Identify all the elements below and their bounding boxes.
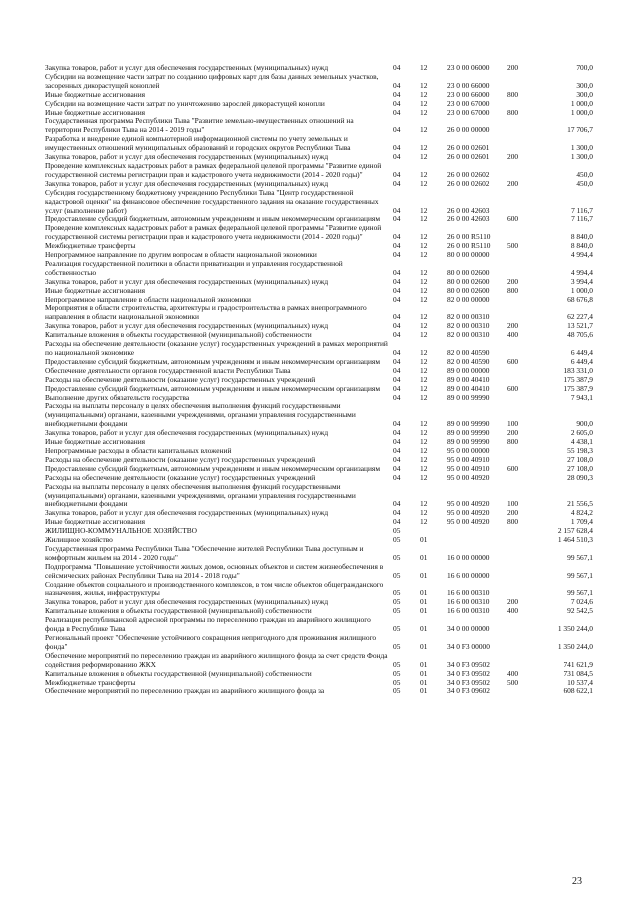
table-row [45,189,593,216]
row-amount: 4 994,4 [570,267,593,277]
row-amount: 731 084,5 [563,668,593,678]
row-target-article: 95 0 00 00000 [447,445,490,455]
row-section-code: 04 [393,294,401,304]
row-section-code: 04 [393,365,401,375]
row-subsection-code: 12 [420,508,428,518]
row-target-article: 80 0 00 02600 [447,276,490,286]
row-target-article: 80 0 00 02600 [447,285,490,295]
row-subsection-code: 12 [420,472,428,482]
row-target-article: 16 6 00 00310 [447,597,490,607]
row-target-article: 82 0 00 00310 [447,330,490,340]
row-section-code: 04 [393,169,401,179]
row-expense-type: 100 [507,499,519,509]
row-amount: 175 387,9 [563,383,593,393]
table-row [45,687,593,696]
row-target-article: 95 0 00 40920 [447,499,490,509]
row-expense-type: 500 [507,241,519,251]
table-row [45,563,593,581]
row-subsection-code: 12 [420,178,428,188]
row-subsection-code: 12 [420,499,428,509]
row-amount: 62 227,4 [567,312,593,322]
row-section-code: 05 [393,535,401,545]
row-section-code: 05 [393,659,401,669]
row-subsection-code: 12 [420,356,428,366]
row-section-code: 04 [393,107,401,117]
row-expense-type: 600 [507,356,519,366]
row-target-article: 16 6 00 00310 [447,606,490,616]
row-amount: 741 621,9 [563,659,593,669]
row-subsection-code: 12 [420,463,428,473]
row-target-article: 89 0 00 99990 [447,437,490,447]
table-row [45,73,593,91]
row-expense-type: 500 [507,677,519,687]
row-expense-type: 200 [507,597,519,607]
row-target-article: 34 0 F3 09502 [447,677,490,687]
row-section-code: 04 [393,392,401,402]
row-section-code: 04 [393,250,401,260]
row-target-article: 82 0 00 40590 [447,348,490,357]
row-name: Предоставление субсидий бюджетным, автономным учреждениям и иным некоммерческим организациям [45,383,381,393]
table-row [45,581,593,599]
row-amount: 8 840,0 [570,241,593,251]
row-target-article: 26 0 00 02602 [447,178,490,188]
row-expense-type: 600 [507,383,519,393]
row-section-code: 04 [393,419,401,429]
row-subsection-code: 12 [420,98,428,108]
row-name: Государственная программа Республики Тыва "Развитие земельно-имущественных отношений на территории Республики Тыва на 2014 - 2019 годы" [45,116,354,135]
row-name: Разработка и внедрение единой компьютерной информационной системы по учету земельных и имущественных отношений муниципальных образований и городских округов Республики Тыва [45,134,351,153]
row-name: Предоставление субсидий бюджетным, автономным учреждениям и иным некоммерческим организациям [45,356,381,366]
row-expense-type: 800 [507,285,519,295]
row-expense-type: 800 [507,89,519,99]
row-section-code: 04 [393,454,401,464]
row-subsection-code: 12 [420,143,428,153]
table-row [45,260,593,278]
row-section-code: 04 [393,276,401,286]
row-amount: 2 605,0 [570,428,593,438]
row-amount: 450,0 [576,169,593,179]
row-section-code: 04 [393,205,401,215]
row-amount: 13 521,7 [567,321,593,331]
row-section-code: 04 [393,499,401,509]
row-name: Реализация государственной политики в области приватизации и управления государственной собственностью [45,258,343,277]
row-section-code: 04 [393,437,401,447]
row-section-code: 04 [393,356,401,366]
row-subsection-code: 12 [420,374,428,384]
row-expense-type: 800 [507,107,519,117]
row-subsection-code: 01 [420,535,428,545]
row-section-code: 04 [393,143,401,153]
row-target-article: 23 0 00 66000 [447,89,490,99]
row-name: Субсидии на возмещение части затрат по уничтожению зарослей дикорастущей конопли [45,98,325,108]
row-name: Расходы на обеспечение деятельности (оказание услуг) государственных учреждений [45,454,316,464]
row-subsection-code: 12 [420,517,428,527]
row-name: Непрограммное направление в области национальной экономики [45,294,251,304]
table-row [45,652,593,670]
row-target-article: 95 0 00 40920 [447,508,490,518]
row-name: Закупка товаров, работ и услуг для обеспечения государственных (муниципальных) нужд [45,152,329,162]
row-section-code: 05 [393,570,401,580]
row-subsection-code: 12 [420,321,428,331]
row-amount: 6 449,4 [570,348,593,357]
row-subsection-code: 12 [420,89,428,99]
row-name: Непрограммное направление по другим вопросам в области национальной экономики [45,250,317,260]
budget-table [45,64,593,696]
row-amount: 900,0 [576,419,593,429]
row-target-article: 23 0 00 67000 [447,107,490,117]
row-name: Расходы на выплаты персоналу в целях обеспечения выполнения функций государственными (муниципальными) органами, казенными учреждениями, органами управления государственными внебюджетными фондами [45,401,356,429]
row-subsection-code: 12 [420,348,428,357]
row-section-code: 04 [393,383,401,393]
row-name: Расходы на обеспечение деятельности (оказание услуг) государственных учреждений в рамках мероприятий по национальной экономике [45,339,388,357]
row-target-article: 16 6 00 00000 [447,570,490,580]
row-name: Закупка товаров, работ и услуг для обеспечения государственных (муниципальных) нужд [45,178,329,188]
row-amount: 28 090,3 [567,472,593,482]
row-target-article: 34 0 F3 09502 [447,659,490,669]
row-section-code: 05 [393,552,401,562]
row-target-article: 82 0 00 00310 [447,321,490,331]
row-expense-type: 400 [507,330,519,340]
row-target-article: 26 0 00 R5110 [447,241,491,251]
row-subsection-code: 12 [420,205,428,215]
row-target-article: 80 0 00 02600 [447,267,490,277]
row-section-code: 04 [393,63,401,72]
row-section-code: 04 [393,241,401,251]
row-name: Капитальные вложения в объекты государственной (муниципальной) собственности [45,668,312,678]
row-name: Закупка товаров, работ и услуг для обеспечения государственных (муниципальных) нужд [45,276,329,286]
row-amount: 300,0 [576,89,593,99]
row-section-code: 04 [393,463,401,473]
table-row [45,527,593,536]
row-expense-type: 400 [507,668,519,678]
row-target-article: 82 0 00 00310 [447,312,490,322]
row-target-article: 82 0 00 40590 [447,356,490,366]
row-target-article: 89 0 00 99990 [447,392,490,402]
row-target-article: 23 0 00 06000 [447,63,490,72]
row-section-code: 04 [393,472,401,482]
row-amount: 1 300,0 [570,152,593,162]
row-name: Государственная программа Республики Тыва "Обеспечение жителей Республики Тыва доступным и комфортным жильем на 2014 - 2020 годы" [45,543,364,562]
row-section-code: 04 [393,285,401,295]
row-name: Закупка товаров, работ и услуг для обеспечения государственных (муниципальных) нужд [45,597,329,607]
row-expense-type: 200 [507,63,519,72]
row-expense-type: 400 [507,606,519,616]
row-target-article: 95 0 00 40910 [447,463,490,473]
row-subsection-code: 12 [420,276,428,286]
row-expense-type: 800 [507,517,519,527]
table-row [45,402,593,429]
row-expense-type: 800 [507,437,519,447]
row-amount: 1 350 244,0 [557,641,593,651]
row-target-article: 26 0 00 00000 [447,125,490,135]
row-name: Проведение комплексных кадастровых работ в рамках федеральной целевой программы "Развитие единой государственной системы регистрации прав и кадастрового учета недвижимости (2014 - 2020 годы)" [45,160,382,179]
row-amount: 68 676,8 [567,294,593,304]
row-subsection-code: 12 [420,294,428,304]
row-expense-type: 600 [507,214,519,224]
row-target-article: 26 0 00 42603 [447,205,490,215]
row-section-code: 04 [393,98,401,108]
row-name: Подпрограмма "Повышение устойчивости жилых домов, основных объектов и систем жизнеобеспечения в сейсмических районах Республики Тыва на 2014 - 2018 годы" [45,561,384,580]
row-amount: 175 387,9 [563,374,593,384]
row-subsection-code: 12 [420,383,428,393]
table-row [45,162,593,180]
row-section-code: 04 [393,152,401,162]
table-row [45,340,593,358]
row-name: Непрограммные расходы в области капитальных вложений [45,445,232,455]
row-section-code: 04 [393,428,401,438]
table-row [45,545,593,563]
row-name: Обеспечение деятельности органов государственной власти Республики Тыва [45,365,291,375]
row-subsection-code: 01 [420,570,428,580]
row-amount: 2 157 628,4 [557,526,593,536]
row-subsection-code: 12 [420,80,428,90]
row-amount: 4 994,4 [570,250,593,260]
row-subsection-code: 12 [420,330,428,340]
row-target-article: 16 6 00 00310 [447,588,490,598]
table-row [45,224,593,242]
row-target-article: 95 0 00 40920 [447,517,490,527]
row-name: ЖИЛИЩНО-КОММУНАЛЬНОЕ ХОЗЯЙСТВО [45,526,198,536]
row-name: Закупка товаров, работ и услуг для обеспечения государственных (муниципальных) нужд [45,428,329,438]
row-amount: 1 000,0 [570,98,593,108]
row-section-code: 04 [393,374,401,384]
row-name: Расходы на выплаты персоналу в целях обеспечения выполнения функций государственными (муниципальными) органами, казенными учреждениями, органами управления государственными внебюджетными фондами [45,481,356,509]
row-subsection-code: 12 [420,214,428,224]
row-name: Проведение комплексных кадастровых работ в рамках федеральной целевой программы "Развитие единой государственной системы регистрации прав и кадастрового учета недвижимости (2014 - 2020 годы)" [45,223,382,242]
row-subsection-code: 01 [420,677,428,687]
row-amount: 1 464 510,3 [557,535,593,545]
row-target-article: 26 0 00 R5110 [447,232,491,242]
row-subsection-code: 12 [420,419,428,429]
row-amount: 4 824,2 [570,508,593,518]
row-name: Обеспечение мероприятий по переселению граждан из аварийного жилищного фонда за счет средств Фонда содействия реформированию ЖКХ [45,650,388,669]
row-section-code: 05 [393,677,401,687]
row-target-article: 89 0 00 00000 [447,365,490,375]
row-section-code: 04 [393,517,401,527]
row-subsection-code: 12 [420,169,428,179]
row-subsection-code: 12 [420,63,428,72]
row-target-article: 95 0 00 40920 [447,472,490,482]
row-amount: 99 567,1 [567,588,593,598]
row-subsection-code: 12 [420,267,428,277]
row-amount: 55 198,3 [567,445,593,455]
row-subsection-code: 01 [420,641,428,651]
row-section-code: 04 [393,89,401,99]
row-subsection-code: 12 [420,454,428,464]
row-subsection-code: 01 [420,552,428,562]
row-section-code: 05 [393,686,401,696]
row-subsection-code: 12 [420,437,428,447]
row-name: Расходы на обеспечение деятельности (оказание услуг) государственных учреждений [45,374,316,384]
row-name: Создание объектов социального и производственного комплексов, в том числе объектов общегражданского назначения, жилья, инфраструктуры [45,579,384,598]
row-section-code: 04 [393,178,401,188]
row-name: Реализация республиканской адресной программы по переселению граждан из аварийного жилищного фонда в Республике Тыва [45,615,371,634]
row-section-code: 04 [393,267,401,277]
row-name: Региональный проект "Обеспечение устойчивого сокращения непригодного для проживания жилищного фонда" [45,633,377,651]
row-name: Иные бюджетные ассигнования [45,517,146,527]
row-name: Закупка товаров, работ и услуг для обеспечения государственных (муниципальных) нужд [45,63,329,72]
table-row [45,117,593,135]
row-section-code: 04 [393,508,401,518]
row-amount: 1 000,0 [570,107,593,117]
row-target-article: 26 0 00 02601 [447,152,490,162]
row-target-article: 89 0 00 99990 [447,428,490,438]
row-subsection-code: 01 [420,597,428,607]
row-section-code: 05 [393,668,401,678]
row-amount: 92 542,5 [567,606,593,616]
row-amount: 450,0 [576,178,593,188]
row-expense-type: 200 [507,428,519,438]
row-name: Субсидия государственному бюджетному учреждению Республики Тыва "Центр государственной кадастровой оценки" на финансовое обеспечение государственного задания на оказание государственных услуг (выполнение работ) [45,187,379,215]
row-amount: 99 567,1 [567,552,593,562]
row-name: Закупка товаров, работ и услуг для обеспечения государственных (муниципальных) нужд [45,321,329,331]
row-amount: 21 556,5 [567,499,593,509]
row-amount: 1 350 244,0 [557,624,593,634]
row-target-article: 95 0 00 40910 [447,454,490,464]
row-subsection-code: 12 [420,365,428,375]
row-name: Мероприятия в области строительства, архитектуры и градостроительства в рамках внепрограммного направления в области национальной экономики [45,303,367,322]
row-subsection-code: 01 [420,659,428,669]
row-target-article: 34 0 F3 00000 [447,641,490,651]
row-name: Выполнение других обязательств государства [45,392,190,402]
row-section-code: 04 [393,80,401,90]
row-section-code: 05 [393,526,401,536]
row-target-article: 80 0 00 00000 [447,250,490,260]
row-amount: 99 567,1 [567,570,593,580]
row-subsection-code: 12 [420,241,428,251]
row-amount: 7 116,7 [571,214,593,224]
row-target-article: 89 0 00 40410 [447,383,490,393]
row-expense-type: 200 [507,321,519,331]
row-amount: 7 943,1 [570,392,593,402]
table-row [45,135,593,153]
row-section-code: 04 [393,445,401,455]
row-name: Межбюджетные трансферты [45,677,136,687]
row-section-code: 04 [393,312,401,322]
row-section-code: 04 [393,348,401,357]
row-section-code: 04 [393,321,401,331]
row-amount: 300,0 [576,80,593,90]
row-subsection-code: 12 [420,392,428,402]
row-name: Обеспечение мероприятий по переселению граждан из аварийного жилищного фонда за [45,686,325,696]
row-amount: 17 706,7 [567,125,593,135]
row-amount: 1 709,4 [570,517,593,527]
row-subsection-code: 01 [420,686,428,696]
row-target-article: 89 0 00 99990 [447,419,490,429]
row-target-article: 34 0 F3 09502 [447,668,490,678]
row-name: Расходы на обеспечение деятельности (оказание услуг) государственных учреждений [45,472,316,482]
row-subsection-code: 12 [420,250,428,260]
row-target-article: 26 0 00 02601 [447,143,490,153]
table-row [45,616,593,634]
row-section-code: 04 [393,330,401,340]
row-name: Иные бюджетные ассигнования [45,285,146,295]
row-subsection-code: 12 [420,445,428,455]
row-name: Субсидии на возмещение части затрат по созданию цифровых карт для базы данных земельных участков, засоренных дикорастущей коноплей [45,71,379,90]
row-subsection-code: 12 [420,125,428,135]
page-number: 23 [572,876,582,887]
row-amount: 10 537,4 [567,677,593,687]
row-name: Иные бюджетные ассигнования [45,437,146,447]
row-amount: 27 108,0 [567,463,593,473]
row-amount: 6 449,4 [570,356,593,366]
row-expense-type: 200 [507,508,519,518]
row-target-article: 82 0 00 00000 [447,294,490,304]
row-amount: 27 108,0 [567,454,593,464]
row-target-article: 23 0 00 67000 [447,98,490,108]
row-amount: 7 116,7 [571,205,593,215]
row-subsection-code: 01 [420,624,428,634]
row-target-article: 89 0 00 40410 [447,374,490,384]
row-target-article: 34 0 F3 09602 [447,686,490,696]
row-target-article: 34 0 00 00000 [447,624,490,634]
row-amount: 1 300,0 [570,143,593,153]
row-name: Иные бюджетные ассигнования [45,107,146,117]
row-amount: 48 705,6 [567,330,593,340]
row-expense-type: 200 [507,178,519,188]
row-expense-type: 200 [507,276,519,286]
row-name: Предоставление субсидий бюджетным, автономным учреждениям и иным некоммерческим организациям [45,214,381,224]
row-amount: 7 024,6 [570,597,593,607]
row-name: Капитальные вложения в объекты государственной (муниципальной) собственности [45,330,312,340]
row-subsection-code: 12 [420,232,428,242]
row-name: Капитальные вложения в объекты государственной (муниципальной) собственности [45,606,312,616]
table-row [45,304,593,322]
row-section-code: 05 [393,624,401,634]
row-section-code: 04 [393,125,401,135]
table-row [45,483,593,510]
row-amount: 700,0 [576,63,593,72]
table-row [45,634,593,652]
row-target-article: 26 0 00 42603 [447,214,490,224]
row-subsection-code: 12 [420,107,428,117]
row-expense-type: 600 [507,463,519,473]
row-section-code: 05 [393,588,401,598]
row-name: Иные бюджетные ассигнования [45,89,146,99]
row-section-code: 04 [393,232,401,242]
row-amount: 4 438,1 [570,437,593,447]
row-section-code: 05 [393,597,401,607]
row-subsection-code: 01 [420,588,428,598]
row-subsection-code: 01 [420,606,428,616]
row-target-article: 26 0 00 02602 [447,169,490,179]
row-name: Жилищное хозяйство [45,535,113,545]
row-name: Межбюджетные трансферты [45,241,136,251]
row-section-code: 05 [393,641,401,651]
row-section-code: 04 [393,214,401,224]
row-subsection-code: 12 [420,428,428,438]
row-amount: 1 000,0 [570,285,593,295]
row-subsection-code: 12 [420,312,428,322]
row-name: Закупка товаров, работ и услуг для обеспечения государственных (муниципальных) нужд [45,508,329,518]
row-expense-type: 200 [507,152,519,162]
row-subsection-code: 01 [420,668,428,678]
row-section-code: 05 [393,606,401,616]
row-target-article: 16 0 00 00000 [447,552,490,562]
row-amount: 8 840,0 [570,232,593,242]
row-expense-type: 100 [507,419,519,429]
row-amount: 3 994,4 [570,276,593,286]
row-amount: 608 622,1 [563,686,593,696]
row-subsection-code: 12 [420,152,428,162]
row-amount: 183 331,0 [563,365,593,375]
row-subsection-code: 12 [420,285,428,295]
row-name: Предоставление субсидий бюджетным, автономным учреждениям и иным некоммерческим организациям [45,463,381,473]
row-target-article: 23 0 00 66000 [447,80,490,90]
